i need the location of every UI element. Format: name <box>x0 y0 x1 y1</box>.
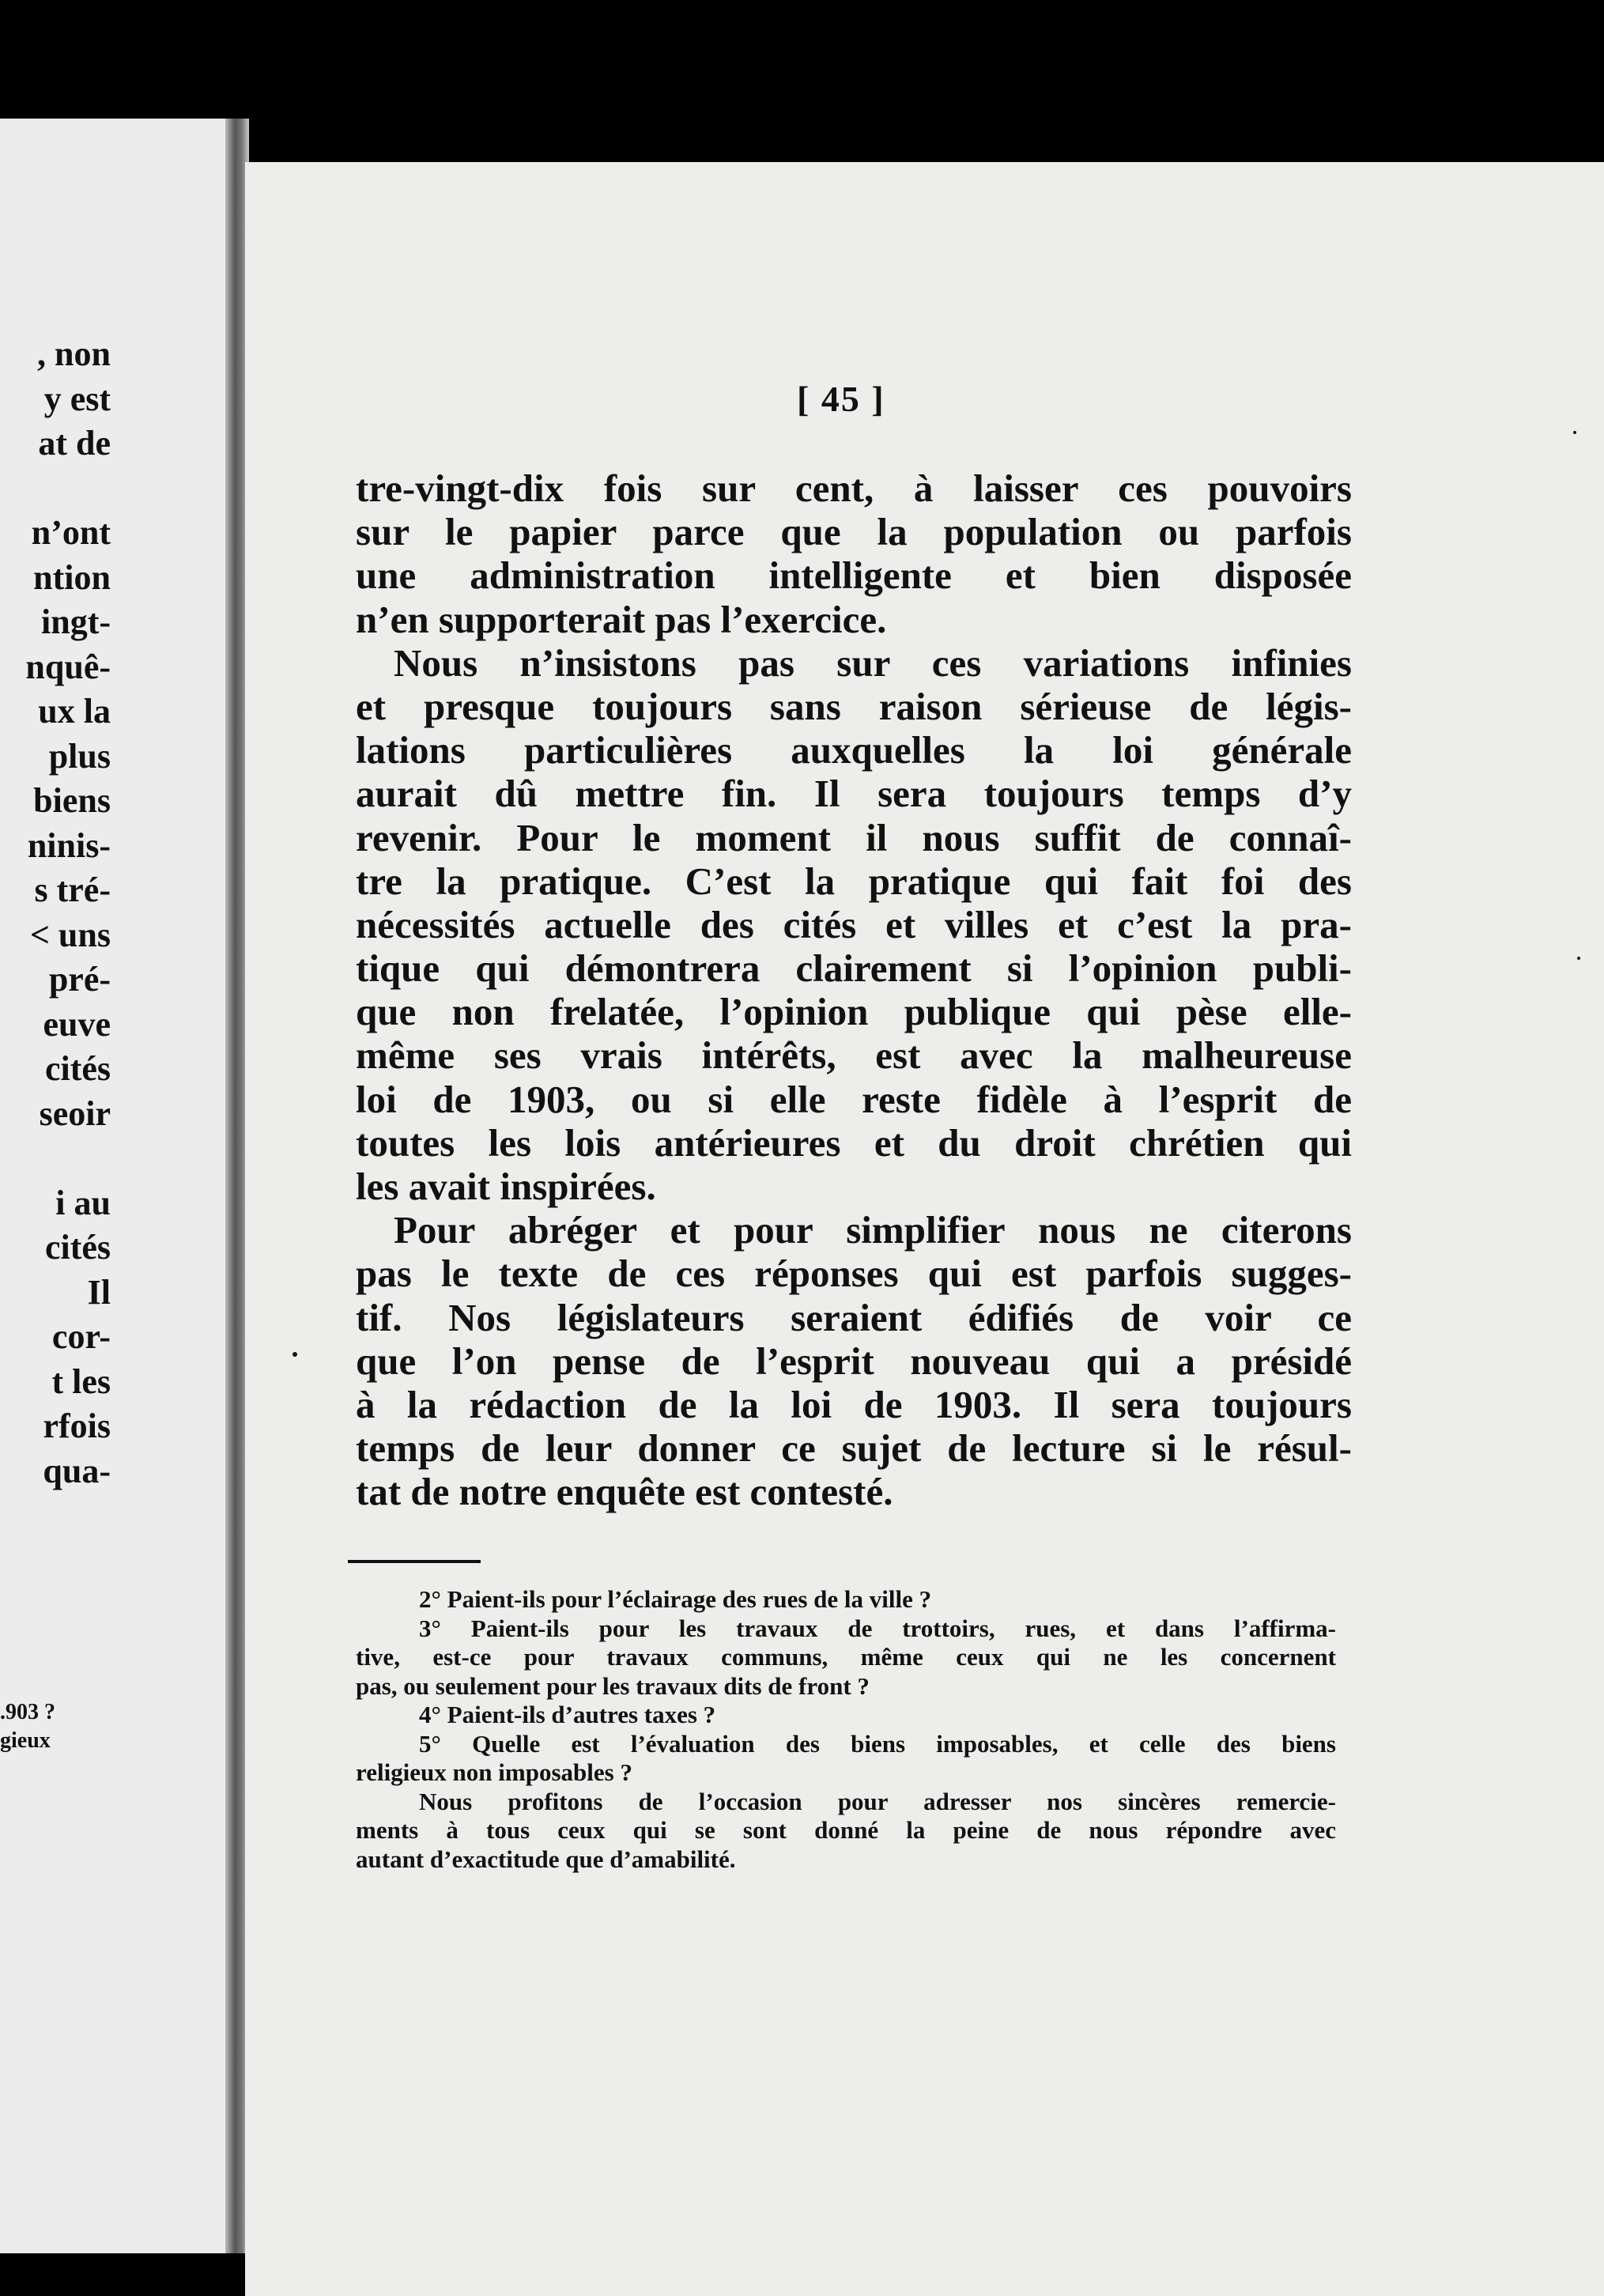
text-line: les avait inspirées. <box>356 1165 656 1208</box>
ink-speck <box>1577 957 1580 960</box>
left-page-line: seoir <box>39 1093 111 1133</box>
text-line: tique qui démontrera clairement si l’opinion publi- <box>356 946 1352 991</box>
left-page-line: i au <box>55 1183 111 1222</box>
text-line: à la rédaction de la loi de 1903. Il sera toujours <box>356 1382 1352 1426</box>
left-page-line: at de <box>38 424 111 463</box>
text-line: n’en supporterait pas l’exercice. <box>356 597 887 641</box>
left-page-line <box>0 466 111 512</box>
text-line: 4° Paient-ils d’autres taxes ? <box>419 1701 716 1728</box>
left-page-line: ingt- <box>41 602 111 641</box>
text-line: Nous profitons de l’occasion pour adresser nos sincères remercie- <box>419 1787 1336 1815</box>
text-line: que non frelatée, l’opinion publique qui pèse elle- <box>356 990 1352 1034</box>
text-line: religieux non imposables ? <box>356 1758 632 1786</box>
left-page-note-line: .903 ? <box>0 1700 55 1724</box>
ink-speck <box>1573 431 1576 434</box>
footnote-rule <box>348 1560 481 1563</box>
text-line: pas, ou seulement pour les travaux dits de front ? <box>356 1671 870 1700</box>
left-page-footnotes <box>0 1698 95 1755</box>
text-line: aurait dû mettre fin. Il sera toujours temps d’y <box>356 772 1352 816</box>
page-number: [ 45 ] <box>797 379 885 419</box>
left-page-line: rfois <box>43 1407 111 1445</box>
left-page-line: cor- <box>51 1317 111 1356</box>
text-line: 2° Paient-ils pour l’éclairage des rues de la ville ? <box>419 1585 932 1613</box>
text-line: tre la pratique. C’est la pratique qui fait foi des <box>356 859 1352 903</box>
left-page-line: ninis- <box>27 825 111 865</box>
text-line: 5° Quelle est l’évaluation des biens imposables, et celle des biens <box>419 1729 1336 1758</box>
text-line: toutes les lois antérieures et du droit chrétien qui <box>356 1120 1352 1165</box>
left-page-line: nquê- <box>25 647 111 686</box>
text-line: même ses vrais intérêts, est avec la malheureuse <box>356 1033 1352 1078</box>
text-line: temps de leur donner ce sujet de lecture si le résul- <box>356 1426 1352 1471</box>
left-page-line: Il <box>87 1272 111 1312</box>
text-line: Nous n’insistons pas sur ces variations infinies <box>394 640 1352 685</box>
text-line: revenir. Pour le moment il nous suffit de connaî- <box>356 815 1352 859</box>
text-line: autant d’exactitude que d’amabilité. <box>356 1845 736 1873</box>
left-page-line: , non <box>28 334 111 373</box>
text-line: tre-vingt-dix fois sur cent, à laisser ces pouvoirs <box>356 466 1352 510</box>
left-page-line: s tré- <box>34 870 111 909</box>
text-line: lations particulières auxquelles la loi générale <box>356 728 1352 772</box>
left-page-line: qua- <box>43 1451 111 1490</box>
ink-speck <box>292 1352 297 1357</box>
left-page-line: n’ont <box>31 513 111 552</box>
text-line: et presque toujours sans raison sérieuse de légis- <box>356 684 1352 728</box>
text-line: nécessités actuelle des cités et villes et c’est la pra- <box>356 902 1352 946</box>
text-line: loi de 1903, ou si elle reste fidèle à l’esprit de <box>356 1077 1352 1121</box>
left-page-line: euve <box>43 1004 111 1044</box>
text-line: que l’on pense de l’esprit nouveau qui a présidé <box>356 1339 1352 1383</box>
left-page-line: t les <box>51 1361 111 1401</box>
text-line: Pour abréger et pour simplifier nous ne citerons <box>394 1208 1352 1252</box>
left-page-line: biens <box>33 781 111 820</box>
left-page-text <box>0 332 111 1494</box>
left-page-line: pré- <box>48 960 111 999</box>
text-line: tat de notre enquête est contesté. <box>356 1470 893 1514</box>
left-page-line: ntion <box>33 557 111 597</box>
footnotes <box>356 1585 1336 1874</box>
left-page-line: < uns <box>29 915 111 954</box>
text-line: tif. Nos législateurs seraient édifiés de voir ce <box>356 1295 1352 1339</box>
left-page-line: ux la <box>38 692 111 731</box>
text-line: sur le papier parce que la population ou parfois <box>356 510 1352 554</box>
left-page-note-line: gieux <box>0 1728 51 1753</box>
text-line: une administration intelligente et bien disposée <box>356 553 1352 598</box>
left-page-line: y est <box>43 379 111 418</box>
left-page-line: cités <box>44 1228 111 1267</box>
left-page-line: plus <box>48 736 111 776</box>
text-line: pas le texte de ces réponses qui est parfois sugges- <box>356 1252 1352 1296</box>
left-page-line <box>0 1136 111 1181</box>
text-line: tive, est-ce pour travaux communs, même ceux qui ne les concernent <box>356 1643 1336 1671</box>
body-text <box>356 466 1352 1514</box>
text-line: 3° Paient-ils pour les travaux de trottoirs, rues, et dans l’affirma- <box>419 1614 1336 1642</box>
left-page-line: cités <box>44 1049 111 1088</box>
text-line: ments à tous ceux qui se sont donné la peine de nous répondre avec <box>356 1816 1336 1844</box>
